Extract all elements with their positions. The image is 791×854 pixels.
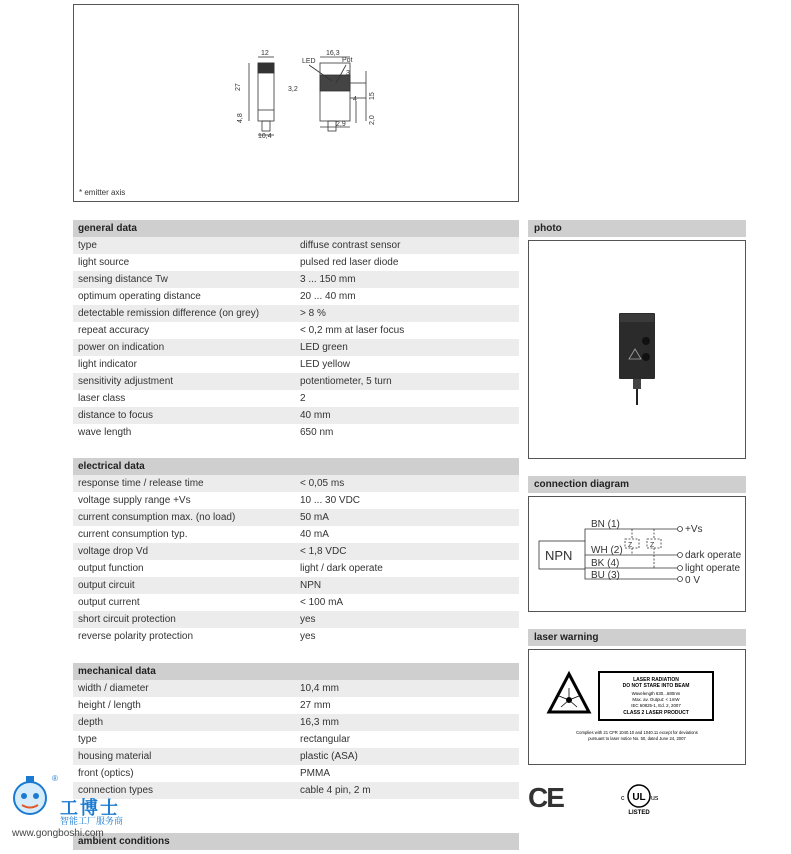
row-label: distance to focus — [78, 410, 154, 421]
dim-width: 12 — [261, 50, 269, 57]
watermark — [6, 772, 146, 842]
table-row — [73, 697, 519, 714]
row-value: 40 mm — [300, 410, 331, 421]
sensor-photo — [529, 241, 745, 458]
row-label: housing material — [78, 751, 152, 762]
side-view-connector — [328, 121, 336, 131]
row-value: 2 — [300, 393, 306, 404]
dim-pot: Pot — [342, 57, 353, 64]
dim-15: 15 — [369, 92, 376, 100]
dim-led: LED — [302, 58, 316, 65]
table-row — [73, 356, 519, 373]
row-label: light source — [78, 257, 130, 268]
laser-warning-svg — [529, 650, 745, 764]
terminal-light: light operate — [685, 563, 741, 574]
dim-depth: 16,3 — [326, 50, 340, 57]
front-view-top — [258, 63, 274, 73]
ul-us-text: us — [651, 795, 659, 802]
ambient-conditions-title: ambient conditions — [73, 833, 519, 850]
wire-bk: BK (4) — [591, 558, 620, 569]
table-row — [73, 577, 519, 594]
row-value: rectangular — [300, 734, 351, 745]
photo-title: photo — [528, 220, 746, 237]
row-value: 10,4 mm — [300, 683, 339, 694]
table-row — [73, 509, 519, 526]
table-row — [73, 594, 519, 611]
dim-3: 3 — [346, 70, 350, 77]
ce-mark: CE — [528, 782, 563, 813]
npn-label: NPN — [545, 548, 573, 563]
photo-box — [528, 240, 746, 459]
row-label: repeat accuracy — [78, 325, 150, 336]
row-label: output current — [78, 597, 140, 608]
table-row — [73, 424, 519, 441]
row-label: sensitivity adjustment — [78, 376, 174, 387]
table-row — [73, 492, 519, 509]
row-label: type — [78, 240, 97, 251]
table-row — [73, 254, 519, 271]
wire-bn: BN (1) — [591, 519, 620, 530]
dim-2-9: 2,9 — [336, 121, 346, 128]
wire-wh: WH (2) — [591, 545, 623, 556]
laser-label-line-5: IEC 60825-1, Ed. 2, 2007 — [631, 703, 681, 708]
row-value: 40 mA — [300, 529, 329, 540]
row-label: detectable remission difference (on grey) — [78, 308, 260, 319]
load-z-2: Z — [650, 542, 655, 549]
table-row — [73, 714, 519, 731]
watermark-reg: ® — [52, 774, 58, 783]
row-label: wave length — [78, 427, 132, 438]
table-row — [73, 748, 519, 765]
laser-label-line-2: DO NOT STARE INTO BEAM — [622, 683, 690, 689]
table-row — [73, 390, 519, 407]
row-value: < 100 mA — [300, 597, 344, 608]
laser-label-line-1: LASER RADIATION — [633, 677, 679, 683]
row-value: diffuse contrast sensor — [300, 240, 401, 251]
table-row — [73, 271, 519, 288]
table-row — [73, 543, 519, 560]
table-row — [73, 373, 519, 390]
row-value: pulsed red laser diode — [300, 257, 399, 268]
row-value: NPN — [300, 580, 322, 591]
connection-diagram-title: connection diagram — [528, 476, 746, 493]
wire-bu: BU (3) — [591, 570, 620, 581]
table-row — [73, 526, 519, 543]
row-label: connection types — [78, 785, 154, 796]
row-value: LED yellow — [300, 359, 351, 370]
row-label: light indicator — [78, 359, 137, 370]
dim-3-2: 3,2 — [288, 86, 298, 93]
row-label: optimum operating distance — [78, 291, 201, 302]
table-row — [73, 322, 519, 339]
ul-c-text: c — [621, 795, 625, 802]
row-value: 10 ... 30 VDC — [300, 495, 361, 506]
row-value: 20 ... 40 mm — [300, 291, 356, 302]
general-data-section — [73, 220, 519, 441]
row-label: short circuit protection — [78, 614, 176, 625]
electrical-data-rows — [73, 475, 519, 645]
row-value — [300, 799, 519, 816]
front-view-connector — [262, 121, 270, 131]
electrical-data-section — [73, 458, 519, 645]
laser-compliance-2: pursuant to laser notice No. 50, dated June 24, 2007 — [588, 736, 686, 741]
row-label: power on indication — [78, 342, 165, 353]
row-label: output function — [78, 563, 144, 574]
dim-4-8: 4,8 — [237, 113, 244, 123]
dimension-drawing-svg — [74, 5, 520, 203]
ul-listed-mark — [615, 782, 663, 821]
general-data-title: general data — [73, 220, 519, 237]
watermark-subtitle: 智能工厂服务商 — [60, 816, 124, 826]
row-label: height / length — [78, 700, 141, 711]
row-label: depth — [78, 717, 104, 728]
row-value: light / dark operate — [300, 563, 383, 574]
terminal-dark: dark operate — [685, 550, 742, 561]
table-row — [73, 305, 519, 322]
table-row — [73, 237, 519, 254]
row-value: > 8 % — [300, 308, 326, 319]
laser-compliance-1: Complies with 21 CFR 1040.10 and 1040.11 except for deviations — [576, 730, 698, 735]
row-value: 650 nm — [300, 427, 334, 438]
row-label: type — [78, 734, 97, 745]
laser-warning-title: laser warning — [528, 629, 746, 646]
row-value: yes — [300, 631, 316, 642]
table-row — [73, 475, 519, 492]
load-z-1: Z — [628, 542, 633, 549]
table-row — [73, 288, 519, 305]
table-row — [73, 611, 519, 628]
row-label: output circuit — [78, 580, 135, 591]
row-value: potentiometer, 5 turn — [300, 376, 392, 387]
connection-diagram-box — [528, 496, 746, 612]
table-row — [73, 407, 519, 424]
row-value: < 0,2 mm at laser focus — [300, 325, 405, 336]
dim-10-4: 10,4 — [258, 133, 272, 140]
row-value: < 1,8 VDC — [300, 546, 347, 557]
row-label: reverse polarity protection — [78, 631, 194, 642]
row-value: cable 4 pin, 2 m — [300, 785, 371, 796]
row-label: width / diameter — [78, 683, 149, 694]
row-label: voltage supply range +Vs — [78, 495, 191, 506]
row-value: yes — [300, 614, 316, 625]
electrical-data-title: electrical data — [73, 458, 519, 475]
row-value: 27 mm — [300, 700, 331, 711]
laser-label-line-4: Max. av. Output: < 1mW — [632, 697, 680, 702]
row-value: 50 mA — [300, 512, 329, 523]
watermark-url: www.gongboshi.com — [12, 828, 104, 839]
row-label: current consumption max. (no load) — [78, 512, 236, 523]
laser-warning-box — [528, 649, 746, 765]
general-data-rows — [73, 237, 519, 441]
table-row — [73, 731, 519, 748]
row-label: current consumption typ. — [78, 529, 188, 540]
table-row — [73, 560, 519, 577]
row-value: PMMA — [300, 768, 330, 779]
table-row — [73, 628, 519, 645]
row-value: 3 ... 150 mm — [300, 274, 356, 285]
watermark-title: 工博士 — [60, 798, 120, 818]
row-label: sensing distance Tw — [78, 274, 168, 285]
connection-diagram-svg — [529, 497, 745, 611]
side-view-optics — [320, 75, 350, 91]
row-label: response time / release time — [78, 478, 204, 489]
table-row — [73, 680, 519, 697]
drawing-footnote: * emitter axis — [79, 188, 126, 197]
row-value: 16,3 mm — [300, 717, 339, 728]
terminal-vs: +Vs — [685, 524, 703, 535]
dim-height: 27 — [235, 83, 242, 91]
dim-2-0: 2,0 — [369, 115, 376, 125]
row-value: plastic (ASA) — [300, 751, 358, 762]
row-label: laser class — [78, 393, 126, 404]
table-row — [73, 339, 519, 356]
ul-listed-text: LISTED — [628, 810, 650, 816]
dim-4: 4 — [353, 96, 357, 103]
row-label: voltage drop Vd — [78, 546, 149, 557]
ul-mark-text: UL — [632, 792, 646, 803]
laser-label-line-3: Wavelength 630...680nm — [631, 691, 681, 696]
terminal-0v: 0 V — [685, 575, 701, 586]
mechanical-data-title: mechanical data — [73, 663, 519, 680]
row-value: < 0,05 ms — [300, 478, 345, 489]
watermark-robot-icon — [6, 772, 56, 830]
dimension-drawing — [73, 4, 519, 202]
row-value: LED green — [300, 342, 348, 353]
laser-label-line-6: CLASS 2 LASER PRODUCT — [623, 710, 689, 716]
row-label: front (optics) — [78, 768, 134, 779]
